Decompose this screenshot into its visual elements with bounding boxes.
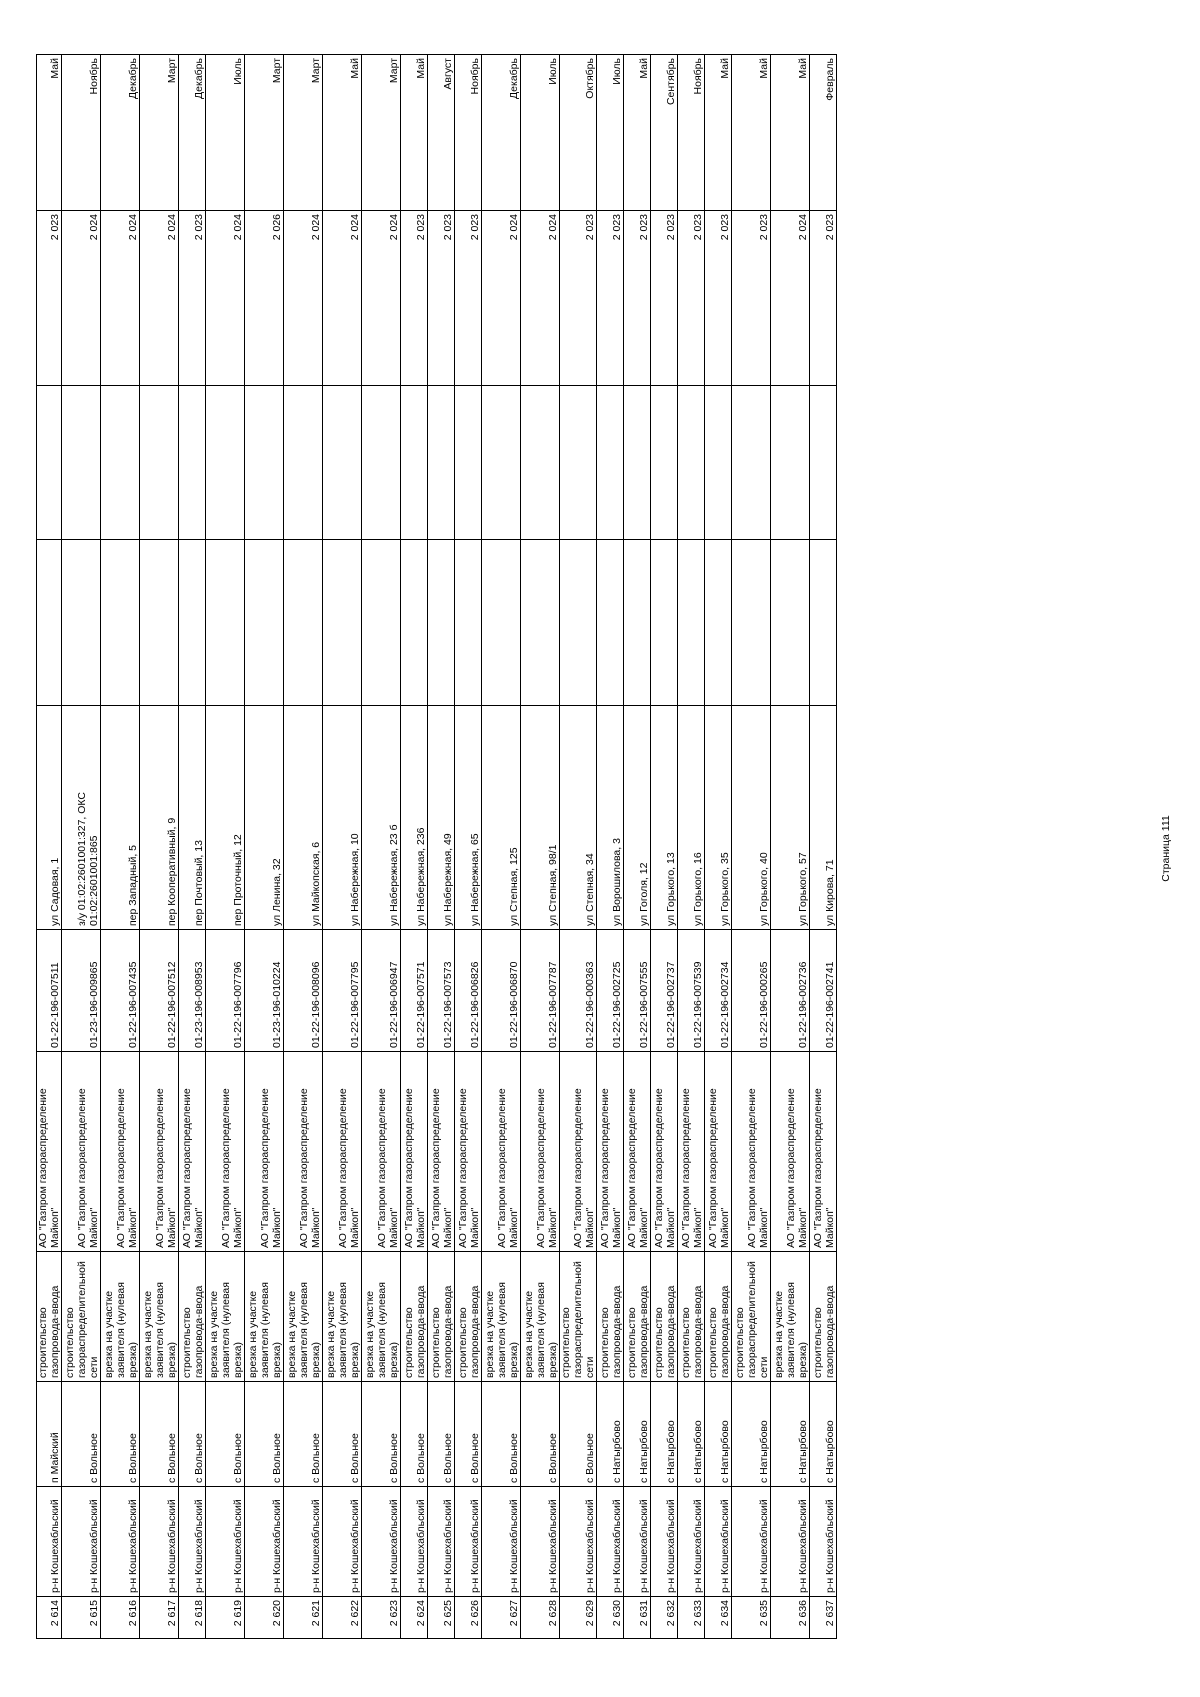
month-cell: Декабрь (179, 55, 206, 211)
empty-cell (401, 540, 428, 706)
locality-cell: с Вольное (140, 1382, 179, 1487)
district-cell: р-н Кошехабльский (179, 1487, 206, 1597)
year-cell: 2 023 (428, 211, 455, 386)
locality-cell: с Натырбово (651, 1382, 678, 1487)
row-number: 2 618 (179, 1597, 206, 1639)
year-cell: 2 023 (651, 211, 678, 386)
district-cell: р-н Кошехабльский (651, 1487, 678, 1597)
work-type-cell: врезка на участке заявителя (нулевая врезка) (771, 1252, 810, 1382)
district-cell: р-н Кошехабльский (323, 1487, 362, 1597)
empty-cell (521, 540, 560, 706)
organization-cell: АО "Газпром газораспределение Майкоп" (771, 1052, 810, 1252)
organization-cell: АО "Газпром газораспределение Майкоп" (323, 1052, 362, 1252)
table-row (455, 55, 482, 1639)
work-type-cell: строительство газораспределительной сети (62, 1252, 101, 1382)
table-row (732, 55, 771, 1639)
year-cell: 2 024 (62, 211, 101, 386)
organization-cell: АО "Газпром газораспределение Майкоп" (560, 1052, 597, 1252)
month-cell: Декабрь (101, 55, 140, 211)
district-cell: р-н Кошехабльский (678, 1487, 705, 1597)
address-cell: ул Горького, 57 (771, 706, 810, 930)
locality-cell: с Натырбово (810, 1382, 837, 1487)
application-code-cell: 01-23-196-008953 (179, 930, 206, 1052)
address-cell: ул Степная, 98/1 (521, 706, 560, 930)
row-number: 2 627 (482, 1597, 521, 1639)
work-type-cell: врезка на участке заявителя (нулевая врезка) (245, 1252, 284, 1382)
table-row (206, 55, 245, 1639)
row-number: 2 637 (810, 1597, 837, 1639)
row-number: 2 616 (101, 1597, 140, 1639)
district-cell: р-н Кошехабльский (140, 1487, 179, 1597)
year-cell: 2 026 (245, 211, 284, 386)
month-cell: Август (428, 55, 455, 211)
district-cell: р-н Кошехабльский (62, 1487, 101, 1597)
locality-cell: с Вольное (401, 1382, 428, 1487)
empty-cell (62, 386, 101, 540)
organization-cell: АО "Газпром газораспределение Майкоп" (362, 1052, 401, 1252)
year-cell: 2 023 (455, 211, 482, 386)
row-number: 2 614 (37, 1597, 62, 1639)
organization-cell: АО "Газпром газораспределение Майкоп" (482, 1052, 521, 1252)
organization-cell: АО "Газпром газораспределение Майкоп" (428, 1052, 455, 1252)
work-type-cell: строительство газопровода-ввода (678, 1252, 705, 1382)
empty-cell (206, 540, 245, 706)
locality-cell: с Вольное (455, 1382, 482, 1487)
application-code-cell: 01-22-196-002734 (705, 930, 732, 1052)
address-cell: ул Гоголя, 12 (624, 706, 651, 930)
application-code-cell: 01-22-196-007795 (323, 930, 362, 1052)
work-type-cell: строительство газопровода-ввода (810, 1252, 837, 1382)
district-cell: р-н Кошехабльский (482, 1487, 521, 1597)
empty-cell (284, 386, 323, 540)
work-type-cell: врезка на участке заявителя (нулевая врезка) (140, 1252, 179, 1382)
address-cell: ул Ленина, 32 (245, 706, 284, 930)
address-cell: ул Ворошилова, 3 (597, 706, 624, 930)
locality-cell: с Вольное (560, 1382, 597, 1487)
year-cell: 2 024 (521, 211, 560, 386)
empty-cell (771, 386, 810, 540)
application-code-cell: 01-22-196-000363 (560, 930, 597, 1052)
locality-cell: с Вольное (323, 1382, 362, 1487)
organization-cell: АО "Газпром газораспределение Майкоп" (597, 1052, 624, 1252)
address-cell: ул Степная, 34 (560, 706, 597, 930)
work-type-cell: строительство газораспределительной сети (560, 1252, 597, 1382)
year-cell: 2 024 (323, 211, 362, 386)
organization-cell: АО "Газпром газораспределение Майкоп" (62, 1052, 101, 1252)
locality-cell: п Майский (37, 1382, 62, 1487)
empty-cell (651, 540, 678, 706)
month-cell: Май (37, 55, 62, 211)
district-cell: р-н Кошехабльский (455, 1487, 482, 1597)
table-row (101, 55, 140, 1639)
empty-cell (140, 386, 179, 540)
work-type-cell: строительство газопровода-ввода (624, 1252, 651, 1382)
application-code-cell: 01-22-196-007573 (428, 930, 455, 1052)
work-type-cell: врезка на участке заявителя (нулевая врезка) (362, 1252, 401, 1382)
row-number: 2 633 (678, 1597, 705, 1639)
locality-cell: с Вольное (284, 1382, 323, 1487)
empty-cell (810, 540, 837, 706)
month-cell: Июль (206, 55, 245, 211)
application-code-cell: 01-22-196-007512 (140, 930, 179, 1052)
month-cell: Май (624, 55, 651, 211)
organization-cell: АО "Газпром газораспределение Майкоп" (245, 1052, 284, 1252)
address-cell: ул Горького, 16 (678, 706, 705, 930)
row-number: 2 629 (560, 1597, 597, 1639)
year-cell: 2 024 (284, 211, 323, 386)
empty-cell (362, 386, 401, 540)
table-row (245, 55, 284, 1639)
locality-cell: с Вольное (362, 1382, 401, 1487)
year-cell: 2 023 (705, 211, 732, 386)
month-cell: Март (245, 55, 284, 211)
locality-cell: с Вольное (245, 1382, 284, 1487)
locality-cell: с Вольное (482, 1382, 521, 1487)
table-row (624, 55, 651, 1639)
month-cell: Февраль (810, 55, 837, 211)
work-type-cell: врезка на участке заявителя (нулевая врезка) (101, 1252, 140, 1382)
row-number: 2 619 (206, 1597, 245, 1639)
row-number: 2 625 (428, 1597, 455, 1639)
locality-cell: с Вольное (521, 1382, 560, 1487)
application-code-cell: 01-22-196-006826 (455, 930, 482, 1052)
work-type-cell: строительство газопровода-ввода (428, 1252, 455, 1382)
locality-cell: с Вольное (62, 1382, 101, 1487)
organization-cell: АО "Газпром газораспределение Майкоп" (624, 1052, 651, 1252)
address-cell: ул Садовая, 1 (37, 706, 62, 930)
year-cell: 2 023 (179, 211, 206, 386)
application-code-cell: 01-23-196-009865 (62, 930, 101, 1052)
row-number: 2 624 (401, 1597, 428, 1639)
district-cell: р-н Кошехабльский (597, 1487, 624, 1597)
row-number: 2 615 (62, 1597, 101, 1639)
organization-cell: АО "Газпром газораспределение Майкоп" (678, 1052, 705, 1252)
year-cell: 2 024 (206, 211, 245, 386)
work-type-cell: строительство газопровода-ввода (37, 1252, 62, 1382)
application-code-cell: 01-22-196-006870 (482, 930, 521, 1052)
page-number: Страница 111 (1160, 815, 1172, 882)
month-cell: Октябрь (560, 55, 597, 211)
table-row (678, 55, 705, 1639)
locality-cell: с Натырбово (705, 1382, 732, 1487)
address-cell: ул Набережная, 10 (323, 706, 362, 930)
table-row (401, 55, 428, 1639)
year-cell: 2 024 (140, 211, 179, 386)
year-cell: 2 023 (597, 211, 624, 386)
organization-cell: АО "Газпром газораспределение Майкоп" (206, 1052, 245, 1252)
address-cell: пер Кооперативный, 9 (140, 706, 179, 930)
row-number: 2 635 (732, 1597, 771, 1639)
empty-cell (62, 540, 101, 706)
application-code-cell: 01-22-196-007511 (37, 930, 62, 1052)
organization-cell: АО "Газпром газораспределение Майкоп" (705, 1052, 732, 1252)
organization-cell: АО "Газпром газораспределение Майкоп" (101, 1052, 140, 1252)
empty-cell (362, 540, 401, 706)
month-cell: Май (323, 55, 362, 211)
gasification-table (36, 54, 837, 1639)
empty-cell (771, 540, 810, 706)
empty-cell (560, 386, 597, 540)
year-cell: 2 023 (810, 211, 837, 386)
table-row (179, 55, 206, 1639)
month-cell: Май (705, 55, 732, 211)
row-number: 2 622 (323, 1597, 362, 1639)
empty-cell (597, 386, 624, 540)
district-cell: р-н Кошехабльский (428, 1487, 455, 1597)
empty-cell (521, 386, 560, 540)
table-row (521, 55, 560, 1639)
organization-cell: АО "Газпром газораспределение Майкоп" (521, 1052, 560, 1252)
address-cell: пер Западный, 5 (101, 706, 140, 930)
district-cell: р-н Кошехабльский (37, 1487, 62, 1597)
month-cell: Март (140, 55, 179, 211)
month-cell: Ноябрь (455, 55, 482, 211)
work-type-cell: врезка на участке заявителя (нулевая врезка) (482, 1252, 521, 1382)
address-cell: ул Майкопская, 6 (284, 706, 323, 930)
district-cell: р-н Кошехабльский (771, 1487, 810, 1597)
empty-cell (323, 386, 362, 540)
year-cell: 2 024 (482, 211, 521, 386)
organization-cell: АО "Газпром газораспределение Майкоп" (732, 1052, 771, 1252)
empty-cell (323, 540, 362, 706)
district-cell: р-н Кошехабльский (521, 1487, 560, 1597)
year-cell: 2 023 (732, 211, 771, 386)
address-cell: пер Проточный, 12 (206, 706, 245, 930)
table-row (284, 55, 323, 1639)
district-cell: р-н Кошехабльский (245, 1487, 284, 1597)
month-cell: Март (362, 55, 401, 211)
table-row (362, 55, 401, 1639)
table-row (705, 55, 732, 1639)
month-cell: Июль (521, 55, 560, 211)
table-body (37, 55, 837, 1639)
month-cell: Ноябрь (678, 55, 705, 211)
empty-cell (732, 540, 771, 706)
address-cell: ул Набережная, 49 (428, 706, 455, 930)
month-cell: Июль (597, 55, 624, 211)
application-code-cell: 01-22-196-006947 (362, 930, 401, 1052)
month-cell: Сентябрь (651, 55, 678, 211)
application-code-cell: 01-22-196-007555 (624, 930, 651, 1052)
locality-cell: с Натырбово (624, 1382, 651, 1487)
empty-cell (245, 540, 284, 706)
district-cell: р-н Кошехабльский (560, 1487, 597, 1597)
application-code-cell: 01-22-196-000265 (732, 930, 771, 1052)
address-cell: ул Набережная, 65 (455, 706, 482, 930)
application-code-cell: 01-22-196-002741 (810, 930, 837, 1052)
year-cell: 2 023 (678, 211, 705, 386)
organization-cell: АО "Газпром газораспределение Майкоп" (455, 1052, 482, 1252)
locality-cell: с Натырбово (678, 1382, 705, 1487)
organization-cell: АО "Газпром газораспределение Майкоп" (37, 1052, 62, 1252)
empty-cell (179, 540, 206, 706)
organization-cell: АО "Газпром газораспределение Майкоп" (401, 1052, 428, 1252)
empty-cell (37, 386, 62, 540)
locality-cell: с Натырбово (597, 1382, 624, 1487)
work-type-cell: строительство газопровода-ввода (651, 1252, 678, 1382)
work-type-cell: строительство газопровода-ввода (179, 1252, 206, 1382)
row-number: 2 626 (455, 1597, 482, 1639)
year-cell: 2 023 (401, 211, 428, 386)
organization-cell: АО "Газпром газораспределение Майкоп" (651, 1052, 678, 1252)
application-code-cell: 01-22-196-007787 (521, 930, 560, 1052)
month-cell: Май (732, 55, 771, 211)
empty-cell (560, 540, 597, 706)
empty-cell (101, 386, 140, 540)
district-cell: р-н Кошехабльский (206, 1487, 245, 1597)
empty-cell (206, 386, 245, 540)
organization-cell: АО "Газпром газораспределение Майкоп" (284, 1052, 323, 1252)
row-number: 2 634 (705, 1597, 732, 1639)
table-row (323, 55, 362, 1639)
month-cell: Май (401, 55, 428, 211)
empty-cell (455, 540, 482, 706)
empty-cell (705, 540, 732, 706)
application-code-cell: 01-22-196-007571 (401, 930, 428, 1052)
address-cell: ул Кирова, 71 (810, 706, 837, 930)
work-type-cell: строительство газопровода-ввода (401, 1252, 428, 1382)
empty-cell (810, 386, 837, 540)
application-code-cell: 01-22-196-002737 (651, 930, 678, 1052)
row-number: 2 630 (597, 1597, 624, 1639)
application-code-cell: 01-22-196-007539 (678, 930, 705, 1052)
empty-cell (401, 386, 428, 540)
empty-cell (179, 386, 206, 540)
locality-cell: с Натырбово (732, 1382, 771, 1487)
table-row (428, 55, 455, 1639)
locality-cell: с Вольное (179, 1382, 206, 1487)
address-cell: ул Горького, 40 (732, 706, 771, 930)
district-cell: р-н Кошехабльский (101, 1487, 140, 1597)
locality-cell: с Натырбово (771, 1382, 810, 1487)
address-cell: ул Горького, 35 (705, 706, 732, 930)
month-cell: Март (284, 55, 323, 211)
row-number: 2 623 (362, 1597, 401, 1639)
organization-cell: АО "Газпром газораспределение Майкоп" (179, 1052, 206, 1252)
table-row (597, 55, 624, 1639)
table-row (651, 55, 678, 1639)
locality-cell: с Вольное (101, 1382, 140, 1487)
row-number: 2 631 (624, 1597, 651, 1639)
organization-cell: АО "Газпром газораспределение Майкоп" (810, 1052, 837, 1252)
empty-cell (482, 540, 521, 706)
empty-cell (624, 386, 651, 540)
address-cell: ул Набережная, 236 (401, 706, 428, 930)
empty-cell (37, 540, 62, 706)
year-cell: 2 023 (560, 211, 597, 386)
empty-cell (678, 540, 705, 706)
row-number: 2 636 (771, 1597, 810, 1639)
work-type-cell: врезка на участке заявителя (нулевая врезка) (521, 1252, 560, 1382)
row-number: 2 617 (140, 1597, 179, 1639)
organization-cell: АО "Газпром газораспределение Майкоп" (140, 1052, 179, 1252)
empty-cell (455, 386, 482, 540)
work-type-cell: врезка на участке заявителя (нулевая врезка) (284, 1252, 323, 1382)
table-row (37, 55, 62, 1639)
application-code-cell: 01-22-196-008096 (284, 930, 323, 1052)
table-row (810, 55, 837, 1639)
address-cell: ул Степная, 125 (482, 706, 521, 930)
application-code-cell: 01-23-196-010224 (245, 930, 284, 1052)
year-cell: 2 024 (101, 211, 140, 386)
row-number: 2 621 (284, 1597, 323, 1639)
application-code-cell: 01-22-196-007435 (101, 930, 140, 1052)
district-cell: р-н Кошехабльский (401, 1487, 428, 1597)
empty-cell (624, 540, 651, 706)
table-row (771, 55, 810, 1639)
locality-cell: с Вольное (206, 1382, 245, 1487)
district-cell: р-н Кошехабльский (284, 1487, 323, 1597)
application-code-cell: 01-22-196-002736 (771, 930, 810, 1052)
work-type-cell: строительство газораспределительной сети (732, 1252, 771, 1382)
empty-cell (482, 386, 521, 540)
address-cell: ул Набережная, 23 б (362, 706, 401, 930)
work-type-cell: строительство газопровода-ввода (597, 1252, 624, 1382)
table-row (62, 55, 101, 1639)
empty-cell (597, 540, 624, 706)
application-code-cell: 01-22-196-002725 (597, 930, 624, 1052)
empty-cell (651, 386, 678, 540)
empty-cell (284, 540, 323, 706)
empty-cell (705, 386, 732, 540)
row-number: 2 628 (521, 1597, 560, 1639)
table-row (482, 55, 521, 1639)
year-cell: 2 024 (771, 211, 810, 386)
row-number: 2 620 (245, 1597, 284, 1639)
month-cell: Ноябрь (62, 55, 101, 211)
row-number: 2 632 (651, 1597, 678, 1639)
year-cell: 2 024 (362, 211, 401, 386)
address-cell: з/у 01:02:2601001:327, ОКС 01:02:2601001:865 (62, 706, 101, 930)
month-cell: Май (771, 55, 810, 211)
year-cell: 2 023 (624, 211, 651, 386)
empty-cell (428, 540, 455, 706)
locality-cell: с Вольное (428, 1382, 455, 1487)
district-cell: р-н Кошехабльский (810, 1487, 837, 1597)
application-code-cell: 01-22-196-007796 (206, 930, 245, 1052)
empty-cell (245, 386, 284, 540)
work-type-cell: врезка на участке заявителя (нулевая врезка) (323, 1252, 362, 1382)
empty-cell (428, 386, 455, 540)
address-cell: ул Горького, 13 (651, 706, 678, 930)
year-cell: 2 023 (37, 211, 62, 386)
district-cell: р-н Кошехабльский (705, 1487, 732, 1597)
district-cell: р-н Кошехабльский (362, 1487, 401, 1597)
empty-cell (678, 386, 705, 540)
work-type-cell: врезка на участке заявителя (нулевая врезка) (206, 1252, 245, 1382)
empty-cell (140, 540, 179, 706)
work-type-cell: строительство газопровода-ввода (455, 1252, 482, 1382)
table-row (140, 55, 179, 1639)
month-cell: Декабрь (482, 55, 521, 211)
address-cell: пер Почтовый, 13 (179, 706, 206, 930)
district-cell: р-н Кошехабльский (624, 1487, 651, 1597)
empty-cell (732, 386, 771, 540)
work-type-cell: строительство газопровода-ввода (705, 1252, 732, 1382)
district-cell: р-н Кошехабльский (732, 1487, 771, 1597)
empty-cell (101, 540, 140, 706)
table-row (560, 55, 597, 1639)
